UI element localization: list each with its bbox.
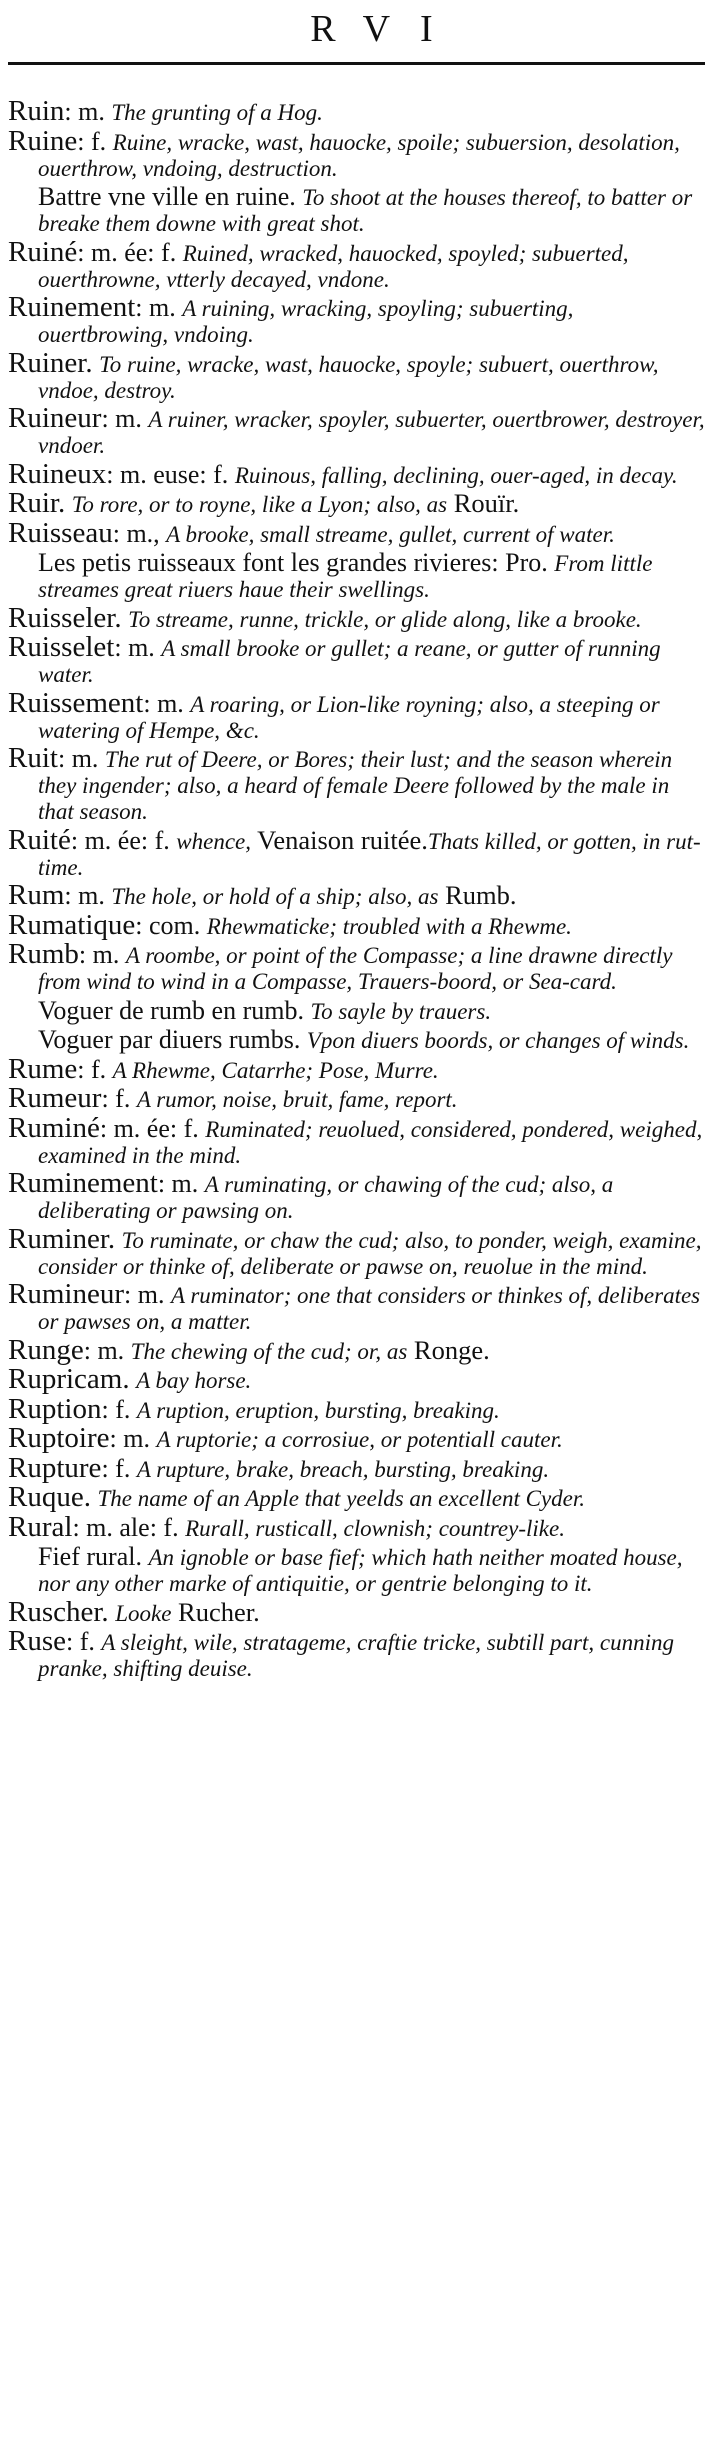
dictionary-entry <box>8 1167 705 1223</box>
dictionary-entry <box>8 235 705 292</box>
dictionary-entry <box>8 631 705 687</box>
grammar-label: : f. <box>101 1453 137 1483</box>
dictionary-entry <box>8 742 705 824</box>
english-definition: Thats killed, or gotten, in rut-time. <box>38 828 701 880</box>
dictionary-entry <box>8 346 705 403</box>
grammar-label: : f. <box>66 1627 102 1656</box>
english-definition: A roaring, or Lion-like royning; also, a steeping or watering of Hempe, &c. <box>38 691 660 743</box>
headword: Ruiné <box>8 235 78 268</box>
english-definition: From little streames great riuers haue their swellings. <box>38 551 653 602</box>
grammar-label: : m. ale: f. <box>72 1512 186 1542</box>
cross-reference: Ronge. <box>407 1334 490 1365</box>
headword: Ruineur <box>8 402 102 434</box>
cross-reference: Rumb. <box>438 880 517 910</box>
dictionary-entry <box>8 823 705 880</box>
headword: Ruptoire <box>8 1422 110 1454</box>
grammar-label: : m. <box>114 633 162 662</box>
headword: Rupture <box>8 1451 102 1484</box>
english-definition: A rumor, noise, bruit, fame, report. <box>136 1087 458 1112</box>
sub-entry <box>8 1544 705 1596</box>
english-definition: A ruption, eruption, bursting, breaking. <box>136 1397 500 1423</box>
dictionary-entry <box>8 1278 705 1334</box>
dictionary-entry <box>8 1510 705 1543</box>
grammar-label: : m., <box>112 518 167 548</box>
dictionary-entry <box>8 1082 705 1114</box>
grammar-label: : f. <box>101 1084 137 1113</box>
english-definition: A sleight, wile, stratageme, craftie tricke, subtill part, cunning pranke, shifting deuise. <box>38 1630 674 1681</box>
dictionary-entry <box>8 291 705 347</box>
english-definition: Ruined, wracked, hauocked, spoyled; subuerted, ouerthrowne, vtterly decayed, vndone. <box>38 240 629 292</box>
english-definition: A ruminating, or chawing of the cud; also, a deliberating or pawsing on. <box>38 1172 614 1223</box>
grammar-label: : m. <box>135 293 183 322</box>
english-definition: A brooke, small streame, gullet, current of water. <box>166 521 615 547</box>
dictionary-entry <box>8 938 705 994</box>
english-definition: The grunting of a Hog. <box>111 100 323 125</box>
headword: Runge <box>8 1333 84 1366</box>
french-phrase: Voguer par diuers rumbs. <box>38 1025 307 1054</box>
english-definition: To ruine, wracke, wast, hauocke, spoyle; subuert, ouerthrow, vndoe, destroy. <box>38 351 659 403</box>
dictionary-entry <box>8 124 705 181</box>
grammar-label: : m. ée: f. <box>99 1113 206 1143</box>
headword: Ruit <box>8 742 58 774</box>
headword: Rumb <box>8 938 79 970</box>
grammar-label: : m. <box>124 1280 171 1309</box>
english-definition: Ruinous, falling, declining, ouer-aged, in decay. <box>234 462 678 488</box>
dictionary-entry <box>8 686 705 743</box>
english-definition: Rurall, rusticall, clownish; countrey-like. <box>185 1515 565 1541</box>
headword: Ruption <box>8 1392 102 1425</box>
dictionary-entry <box>8 1481 705 1513</box>
headword: Ruminé <box>8 1111 100 1144</box>
english-definition: Ruminated; reuolued, considered, pondered, weighed, examined in the mind. <box>38 1116 703 1168</box>
headword: Rumatique <box>8 908 136 941</box>
cross-reference: Rouïr. <box>447 488 520 518</box>
dictionary-entry <box>8 95 705 127</box>
headword: Rume <box>8 1052 78 1085</box>
sub-entry <box>8 995 705 1025</box>
grammar-label: : m. <box>143 688 191 718</box>
headword: Ruir. <box>8 487 66 519</box>
english-definition: A roombe, or point of the Compasse; a line drawne directly from wind to wind in a Compasse, Trauers-boord, or Sea-card. <box>38 943 673 994</box>
english-definition: A ruminator; one that considers or thinkes of, deliberates or pawses on, a matter. <box>38 1283 701 1334</box>
headword: Ruinement <box>8 291 136 323</box>
english-definition: A ruiner, wracker, spoyler, subuerter, ouertbrower, destroyer, vndoer. <box>38 407 705 458</box>
english-definition: Rhewmaticke; troubled with a Rhewme. <box>206 913 572 939</box>
dictionary-entry <box>8 1422 705 1454</box>
headword: Rural <box>8 1510 73 1543</box>
english-definition: To shoot at the houses thereof, to batter or breake them downe with great shot. <box>38 185 693 236</box>
grammar-label: : m. <box>101 404 149 433</box>
headword: Rumeur <box>8 1082 102 1114</box>
headword: Ruine <box>8 124 78 157</box>
grammar-label: : f. <box>77 126 113 156</box>
dictionary-entry <box>8 601 705 634</box>
headword: Ruque. <box>8 1481 91 1513</box>
dictionary-entry <box>8 1333 705 1366</box>
dictionary-entry <box>8 402 705 458</box>
english-definition: whence, <box>176 828 251 854</box>
grammar-label: : m. <box>109 1424 157 1453</box>
dictionary-entry <box>8 879 705 911</box>
grammar-label: : m. <box>64 881 112 910</box>
grammar-label: : f. <box>101 1394 137 1424</box>
grammar-label: : m. <box>157 1169 205 1198</box>
headword: Rum <box>8 879 65 911</box>
english-definition: To streame, runne, trickle, or glide along, like a brooke. <box>128 606 642 632</box>
headword: Ruité <box>8 823 71 856</box>
english-definition: The hole, or hold of a ship; also, as <box>111 884 439 909</box>
english-definition: Vpon diuers boords, or changes of winds. <box>306 1028 690 1053</box>
english-definition: The chewing of the cud; or, as <box>130 1338 408 1364</box>
dictionary-entry <box>8 1451 705 1484</box>
dictionary-entry <box>8 1625 705 1681</box>
running-head: RVI <box>310 8 463 50</box>
french-phrase: Battre vne ville en ruine. <box>38 182 303 211</box>
grammar-label: : com. <box>135 910 207 940</box>
english-definition: To sayle by trauers. <box>310 998 492 1024</box>
sub-entry <box>8 550 705 602</box>
french-phrase: Fief rural. <box>38 1542 149 1571</box>
headword: Ruisseler. <box>8 601 122 634</box>
english-definition: A ruptorie; a corrosiue, or potentiall cauter. <box>156 1427 563 1452</box>
headword: Ruisselet <box>8 631 115 663</box>
grammar-label: : f. <box>77 1054 113 1084</box>
dictionary-entry <box>8 908 705 941</box>
grammar-label: : m. <box>57 744 105 773</box>
english-definition: A Rhewme, Catarrhe; Pose, Murre. <box>112 1057 439 1083</box>
dictionary-entry <box>8 1222 705 1279</box>
headword: Rupricam. <box>8 1363 130 1395</box>
dictionary-entry <box>8 487 705 519</box>
english-definition: Looke <box>115 1600 172 1626</box>
dictionary-entry <box>8 1595 705 1628</box>
grammar-label: : m. ée: f. <box>70 825 177 855</box>
dictionary-entry <box>8 1052 705 1085</box>
headword: Ruisseau <box>8 516 113 549</box>
dictionary-entry <box>8 516 705 549</box>
english-definition: Ruine, wracke, wast, hauocke, spoile; subuersion, desolation, ouerthrow, vndoing, destruction. <box>38 129 680 181</box>
entries-list <box>8 95 705 1681</box>
headword: Rumineur <box>8 1278 124 1310</box>
english-definition: A rupture, brake, breach, bursting, breaking. <box>136 1456 550 1482</box>
headword: Ruminer. <box>8 1222 116 1255</box>
english-definition: An ignoble or base fief; which hath neither moated house, nor any other marke of antiquitie, or gentrie belonging to it. <box>38 1545 683 1596</box>
sub-entry <box>8 184 705 236</box>
dictionary-entry <box>8 1392 705 1425</box>
english-definition: A ruining, wracking, spoyling; subuerting, ouertbrowing, vndoing. <box>38 296 574 347</box>
cross-reference: Rucher. <box>171 1596 260 1627</box>
headword: Ruissement <box>8 686 144 719</box>
grammar-label: : m. euse: f. <box>106 459 235 489</box>
header-rule <box>8 62 705 65</box>
grammar-label: : m. <box>78 940 126 969</box>
sub-entry <box>8 1027 705 1053</box>
french-phrase: Voguer de rumb en rumb. <box>38 995 311 1025</box>
english-definition: A small brooke or gullet; a reane, or gutter of running water. <box>38 636 661 687</box>
headword: Ruminement <box>8 1167 158 1199</box>
headword: Ruse <box>8 1625 66 1657</box>
headword: Ruineux <box>8 457 107 490</box>
english-definition: To rore, or to royne, like a Lyon; also, as <box>71 492 448 517</box>
headword: Ruscher. <box>8 1595 109 1628</box>
english-definition: To ruminate, or chaw the cud; also, to ponder, weigh, examine, consider or thinke of, deliberate or pawse on, reuolue in the mind. <box>38 1227 702 1279</box>
grammar-label: : m. <box>83 1335 131 1365</box>
dictionary-entry <box>8 1363 705 1395</box>
english-definition: The name of an Apple that yeelds an excellent Cyder. <box>97 1486 586 1511</box>
english-definition: The rut of Deere, or Bores; their lust; and the season wherein they ingender; also, a heard of female Deere followed by the male in that season. <box>38 747 673 824</box>
dictionary-entry <box>8 1111 705 1168</box>
headword: Ruiner. <box>8 346 93 379</box>
headword: Ruin <box>8 95 65 127</box>
french-phrase: Les petis ruisseaux font les grandes rivieres: Pro. <box>38 548 555 577</box>
dictionary-entry <box>8 457 705 490</box>
grammar-label: : m. ée: f. <box>77 237 183 267</box>
english-definition: A bay horse. <box>136 1368 252 1393</box>
cross-reference: Venaison ruitée. <box>250 824 428 855</box>
grammar-label: : m. <box>64 97 112 126</box>
